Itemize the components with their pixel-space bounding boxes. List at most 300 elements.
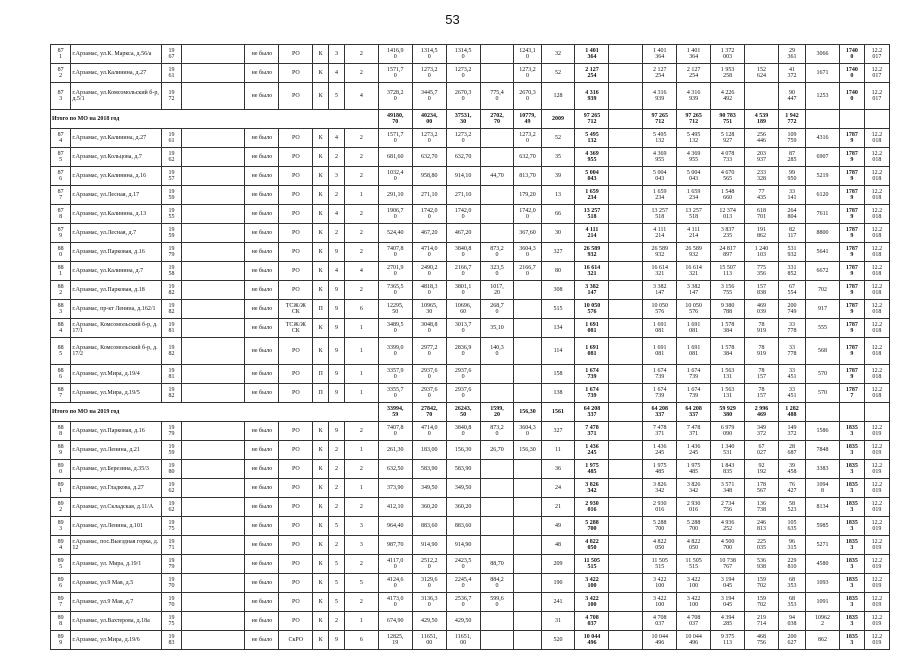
table-row [51,64,890,83]
cell-f: 5 [329,593,345,612]
cell-s2: 883,60 [412,517,446,536]
cell-s1: 524,40 [378,224,412,243]
table-row [51,498,890,517]
cell-c1: 3 422 100 [643,574,677,593]
cell-t: РО [279,64,313,83]
table-row [51,593,890,612]
cell-s2: 2937,6 0 [412,365,446,384]
cell-s5: 1243,1 0 [514,45,541,64]
cell-c0: 3 382 147 [575,281,609,300]
cell-f: 4 [329,262,345,281]
cell-e: 6 [344,300,378,319]
cell-s4: 884,2 0 [480,574,514,593]
cell-f: 4 [329,129,345,148]
cell-e: 6 [344,631,378,650]
cell-c4: 67 027 [745,441,779,460]
table-row [51,129,890,148]
cell-w: К [313,262,329,281]
cell-s2: 467,20 [412,224,446,243]
cell-s2: 4714,0 0 [412,422,446,441]
table-row [51,555,890,574]
cell-s4 [480,498,514,517]
cell-r: не было [245,365,279,384]
cell-c3: 1 578 384 [711,319,745,338]
cell-s5: 156,30 [514,403,541,422]
cell-a: г.Арзамас, ул.Калинина, д.27 [71,129,161,148]
cell-n: 88 4 [51,319,71,338]
cell-c4: 136 738 [745,498,779,517]
cell-s2: 429,50 [412,612,446,631]
cell-t: РО [279,243,313,262]
cell-c2: 4 316 939 [677,83,711,110]
cell-r: не было [245,243,279,262]
cell-c4 [745,45,779,64]
cell-n: 88 1 [51,262,71,281]
cell-s3: 467,20 [446,224,480,243]
table-row [51,574,890,593]
cell-s1: 3728,2 0 [378,83,412,110]
cell-s2: 349,50 [412,479,446,498]
cell-n: 88 9 [51,441,71,460]
cell-blank [182,300,245,319]
cell-n: 87 6 [51,167,71,186]
cell-c5: 264 804 [778,205,805,224]
cell-s1: 7365,5 0 [378,281,412,300]
cell-t: РО [279,384,313,403]
cell-n: 87 7 [51,186,71,205]
cell-c1: 1 975 485 [643,460,677,479]
cell-d: 12.2 017 [864,64,889,83]
cell-blank [609,167,643,186]
cell-f: 2 [329,148,345,167]
cell-c0: 4 708 037 [575,612,609,631]
table-row [51,479,890,498]
cell-s1: 964,40 [378,517,412,536]
cell-d: 12.2 019 [864,555,889,574]
cell-c1: 3 826 342 [643,479,677,498]
cell-y: 19 81 [161,319,181,338]
cell-c2: 26 589 932 [677,243,711,262]
cell-e: 2 [344,129,378,148]
cell-c1: 1 401 364 [643,45,677,64]
cell-blank [609,422,643,441]
cell-r: не было [245,83,279,110]
cell-u: 4316 [806,129,840,148]
cell-c4: 349 372 [745,422,779,441]
table-row [51,517,890,536]
cell-s3: 583,90 [446,460,480,479]
cell-e: 2 [344,555,378,574]
cell-w: П [313,365,329,384]
cell-f: 5 [329,555,345,574]
cell-t: РО [279,422,313,441]
cell-n: 89 1 [51,479,71,498]
cell-s1: 1906,7 0 [378,205,412,224]
cell-e: 2 [344,205,378,224]
cell-y: 19 67 [161,45,181,64]
cell-c4: 78 919 [745,338,779,365]
cell-s1: 1571,7 0 [378,129,412,148]
cell-s2: 2512,2 0 [412,555,446,574]
cell-blank [182,422,245,441]
cell-blank [609,186,643,205]
cell-s4 [480,460,514,479]
cell-blank [182,262,245,281]
cell-n: 89 8 [51,612,71,631]
cell-w: П [313,384,329,403]
cell-c5: 1 942 772 [778,110,805,129]
cell-c5: 96 315 [778,536,805,555]
cell-u: 10962 2 [806,612,840,631]
cell-c2: 3 422 100 [677,593,711,612]
cell-s1: 1416,9 0 [378,45,412,64]
cell-c2: 2 127 254 [677,64,711,83]
cell-n: 89 2 [51,498,71,517]
cell-c2: 1 659 234 [677,186,711,205]
cell-c4: 159 702 [745,574,779,593]
cell-c5: 200 749 [778,300,805,319]
cell-c0: 1 674 739 [575,384,609,403]
cell-s2: 1742,0 0 [412,205,446,224]
table-row [51,205,890,224]
cell-c2: 3 826 342 [677,479,711,498]
cell-c3: 12 374 013 [711,205,745,224]
cell-e: 4 [344,262,378,281]
cell-s3: 271,10 [446,186,480,205]
cell-w: К [313,536,329,555]
cell-f: 4 [329,64,345,83]
cell-s4: 35,10 [480,319,514,338]
cell-yr: 1787 9 [839,262,864,281]
cell-c4: 4 539 189 [745,110,779,129]
cell-c0: 5 004 043 [575,167,609,186]
cell-yr: 1835 3 [839,517,864,536]
cell-d: 12.2 018 [864,384,889,403]
cell-blank [609,365,643,384]
cell-blank [182,167,245,186]
cell-e: 1 [344,479,378,498]
cell-s2: 27842, 70 [412,403,446,422]
cell-c4: 157 838 [745,281,779,300]
cell-t: РО [279,129,313,148]
cell-c0: 10 050 576 [575,300,609,319]
cell-s2: 360,20 [412,498,446,517]
cell-y: 19 61 [161,129,181,148]
cell-c0: 2 127 254 [575,64,609,83]
cell-c1: 1 659 234 [643,186,677,205]
cell-p: 327 [541,422,575,441]
cell-n: 88 6 [51,365,71,384]
cell-r: не было [245,300,279,319]
cell-c5: 76 427 [778,479,805,498]
cell-u: 570 [806,384,840,403]
cell-s4 [480,148,514,167]
cell-s4: 44,70 [480,167,514,186]
cell-s4 [480,186,514,205]
cell-blank [182,45,245,64]
cell-c1: 4 822 050 [643,536,677,555]
cell-d: 12.2 018 [864,262,889,281]
cell-n: 88 3 [51,300,71,319]
cell-c5: 67 554 [778,281,805,300]
cell-e: 2 [344,45,378,64]
cell-a: г.Арзамас, Комсомольский б-р, д.17/2 [71,338,161,365]
cell-t: РО [279,262,313,281]
cell-r: не было [245,479,279,498]
cell-yr: 1787 9 [839,281,864,300]
cell-w: К [313,281,329,300]
cell-yr: 1787 9 [839,205,864,224]
cell-c5: 33 778 [778,338,805,365]
cell-w: К [313,593,329,612]
cell-s1: 632,50 [378,460,412,479]
cell-yr: 1787 9 [839,243,864,262]
cell-u: 555 [806,319,840,338]
cell-blank [609,83,643,110]
cell-blank [609,498,643,517]
cell-p: 66 [541,205,575,224]
cell-s4 [480,612,514,631]
cell-yr: 1787 9 [839,129,864,148]
cell-c0: 1 691 081 [575,338,609,365]
cell-u: 1091 [806,593,840,612]
cell-c5: 29 361 [778,45,805,64]
cell-s3: 2937,6 0 [446,365,480,384]
cell-p: 36 [541,460,575,479]
cell-a: г.Арзамас, ул.Лесная, д.7 [71,224,161,243]
cell-c4: 78 919 [745,319,779,338]
cell-c0: 26 589 932 [575,243,609,262]
cell-s4: 873,2 0 [480,243,514,262]
cell-blank [182,631,245,650]
cell-c4 [745,83,779,110]
cell-y: 19 59 [161,224,181,243]
cell-c4: 225 035 [745,536,779,555]
cell-blank [182,574,245,593]
cell-r: не было [245,167,279,186]
table-row [51,148,890,167]
cell-yr: 1835 3 [839,555,864,574]
cell-s1: 291,10 [378,186,412,205]
cell-w: К [313,460,329,479]
cell-s5 [514,555,541,574]
cell-s1: 49180, 70 [378,110,412,129]
cell-p: 21 [541,498,575,517]
cell-e: 2 [344,167,378,186]
cell-e: 2 [344,460,378,479]
cell-blank [182,536,245,555]
cell-f: 2 [329,460,345,479]
cell-c2: 5 288 700 [677,517,711,536]
cell-d [864,403,889,422]
table-row [51,224,890,243]
cell-t: РО [279,205,313,224]
table-row [51,460,890,479]
cell-s5 [514,631,541,650]
cell-c5: 39 458 [778,460,805,479]
cell-c1: 1 691 081 [643,319,677,338]
cell-r: не было [245,129,279,148]
cell-s5 [514,384,541,403]
cell-d: 12.2 017 [864,83,889,110]
cell-blank [182,148,245,167]
cell-c2: 1 674 739 [677,384,711,403]
cell-blank [609,129,643,148]
cell-p: 190 [541,574,575,593]
cell-d: 12.2 018 [864,365,889,384]
table-row [51,281,890,300]
cell-s4: 26,70 [480,441,514,460]
cell-n: 89 9 [51,631,71,650]
cell-c5: 99 950 [778,167,805,186]
cell-s5: 1273,2 0 [514,129,541,148]
cell-c1: 11 505 515 [643,555,677,574]
cell-s3: 3840,8 0 [446,422,480,441]
cell-blank [609,205,643,224]
cell-t: РО [279,186,313,205]
cell-a: г.Арзамас, пос.Выездная горка, д.12 [71,536,161,555]
cell-w: П [313,300,329,319]
cell-e: 3 [344,517,378,536]
cell-c3: 4 226 492 [711,83,745,110]
cell-label: Итого по МО на 2019 год [51,403,379,422]
cell-r: не было [245,460,279,479]
cell-s2: 583,90 [412,460,446,479]
cell-t: РО [279,365,313,384]
cell-f: 3 [329,45,345,64]
cell-s5 [514,536,541,555]
cell-r: не было [245,536,279,555]
cell-s5: 3604,3 0 [514,422,541,441]
cell-d: 12.2 019 [864,574,889,593]
cell-c2: 4 111 214 [677,224,711,243]
cell-yr: 1835 3 [839,536,864,555]
cell-u: 1586 [806,422,840,441]
cell-s3: 632,70 [446,148,480,167]
cell-a: г.Арзамас, ул.Калинина, д.16 [71,167,161,186]
cell-d: 12.2 019 [864,460,889,479]
cell-y: 19 82 [161,300,181,319]
cell-c0: 1 436 245 [575,441,609,460]
cell-w: К [313,422,329,441]
cell-s5 [514,517,541,536]
cell-t: РО [279,555,313,574]
cell-u: 1253 [806,83,840,110]
table-row [51,243,890,262]
cell-r: не было [245,574,279,593]
cell-c1: 7 478 371 [643,422,677,441]
cell-yr: 1787 9 [839,365,864,384]
cell-c0: 64 208 337 [575,403,609,422]
cell-c3: 1 843 835 [711,460,745,479]
cell-s2: 40234, 00 [412,110,446,129]
cell-a: г.Арзамас, ул.Калинина, д.27 [71,64,161,83]
cell-y: 19 81 [161,365,181,384]
cell-s4 [480,536,514,555]
cell-c1: 4 708 037 [643,612,677,631]
cell-d: 12.2 018 [864,224,889,243]
cell-blank [182,243,245,262]
cell-s3: 2536,7 0 [446,593,480,612]
cell-w: К [313,243,329,262]
cell-s4: 2702, 70 [480,110,514,129]
cell-t: РО [279,536,313,555]
cell-d: 12.2 017 [864,45,889,64]
cell-d: 12.2 019 [864,593,889,612]
cell-a: г.Арзамас, ул.Мира, д.19/4 [71,365,161,384]
cell-c3: 24 817 897 [711,243,745,262]
cell-w: К [313,441,329,460]
cell-s1: 987,70 [378,536,412,555]
cell-w: К [313,517,329,536]
cell-s2: 4714,0 0 [412,243,446,262]
cell-yr: 1787 9 [839,338,864,365]
cell-w: К [313,338,329,365]
cell-c1: 5 288 700 [643,517,677,536]
cell-c5: 82 117 [778,224,805,243]
cell-yr: 1787 7 [839,384,864,403]
cell-blank [182,64,245,83]
cell-s4 [480,205,514,224]
cell-a: г.Арзамас, ул.Гладкова, д.27 [71,479,161,498]
cell-c3: 9 375 113 [711,631,745,650]
cell-blank [609,110,643,129]
cell-u: 5271 [806,536,840,555]
cell-p: 39 [541,167,575,186]
cell-s1: 1032,4 0 [378,167,412,186]
cell-p: 114 [541,338,575,365]
cell-p: 48 [541,536,575,555]
cell-s2: 914,90 [412,536,446,555]
cell-c0: 97 265 712 [575,110,609,129]
cell-e: 2 [344,593,378,612]
cell-c3: 1 563 131 [711,384,745,403]
cell-c2: 4 822 050 [677,536,711,555]
cell-r: не было [245,186,279,205]
cell-u: 3383 [806,460,840,479]
cell-blank [182,498,245,517]
cell-a: г.Арзамас, пр-кт Ленина, д.162/1 [71,300,161,319]
cell-r: не было [245,45,279,64]
cell-c2: 2 930 016 [677,498,711,517]
cell-c3: 1 340 531 [711,441,745,460]
cell-n: 88 7 [51,384,71,403]
cell-y: 19 80 [161,460,181,479]
cell-s1: 674,90 [378,612,412,631]
cell-u: 1093 [806,574,840,593]
cell-d: 12.2 019 [864,536,889,555]
cell-n: 87 1 [51,45,71,64]
table-body [51,45,890,650]
table-row [51,441,890,460]
cell-blank [182,338,245,365]
cell-e: 1 [344,319,378,338]
cell-c1: 2 930 016 [643,498,677,517]
cell-n: 87 2 [51,64,71,83]
cell-s1: 7407,8 0 [378,243,412,262]
cell-u: 8800 [806,224,840,243]
cell-w: К [313,574,329,593]
cell-c1: 5 004 043 [643,167,677,186]
cell-yr: 1835 3 [839,422,864,441]
cell-s3: 1273,2 0 [446,129,480,148]
cell-n: 88 8 [51,422,71,441]
cell-f: 2 [329,498,345,517]
cell-c0: 4 111 214 [575,224,609,243]
cell-d: 12.2 018 [864,300,889,319]
cell-e: 2 [344,243,378,262]
cell-c0: 10 044 496 [575,631,609,650]
